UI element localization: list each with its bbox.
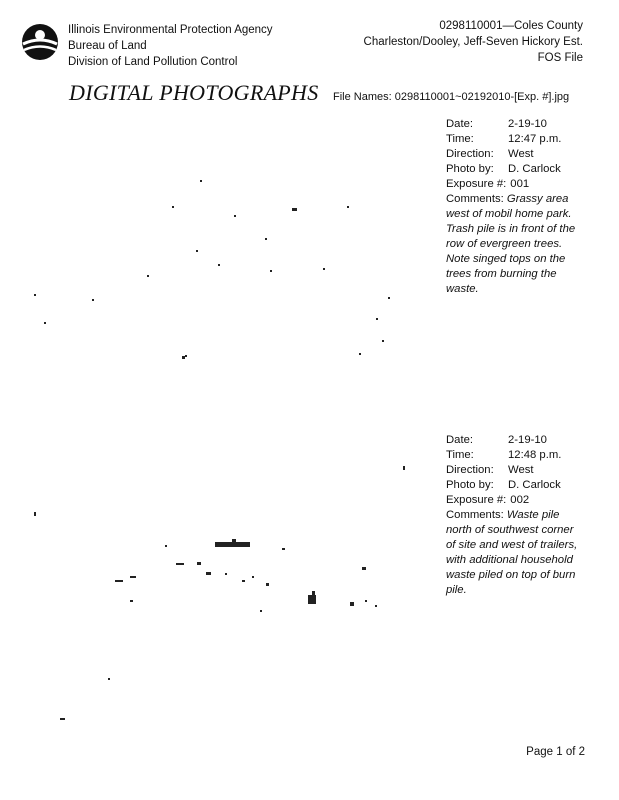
comments: Comments: Waste pile north of southwest corner of site and west of trailers, with additional household waste piled on top of burn pile. bbox=[446, 509, 578, 596]
photo-1-details bbox=[446, 117, 586, 297]
direction-row: Direction: West bbox=[446, 464, 534, 476]
date-row: Date: 2-19-10 bbox=[446, 118, 547, 130]
photo-by-value: D. Carlock bbox=[508, 479, 561, 491]
direction-value: West bbox=[508, 464, 534, 476]
file-id-county: 0298110001—Coles County bbox=[439, 20, 583, 32]
agency-name: Illinois Environmental Protection Agency bbox=[68, 24, 273, 36]
agency-block bbox=[68, 22, 273, 70]
comments-text: Grassy area west of mobil home park. Trash pile is in front of the row of evergreen trees. Note singed tops on the trees from burning the waste. bbox=[446, 193, 576, 295]
photo-by-value: D. Carlock bbox=[508, 163, 561, 175]
date-row: Date: 2-19-10 bbox=[446, 434, 547, 446]
exposure-value: 001 bbox=[510, 178, 530, 190]
photo-1 bbox=[20, 112, 420, 402]
file-names: File Names: 0298110001~02192010-[Exp. #].jpg bbox=[333, 91, 570, 103]
agency-division: Division of Land Pollution Control bbox=[68, 56, 238, 68]
time-value: 12:48 p.m. bbox=[508, 449, 562, 461]
file-info-block bbox=[364, 18, 583, 66]
exposure-row: Exposure #: 002 bbox=[446, 494, 530, 506]
date-value: 2-19-10 bbox=[508, 434, 547, 446]
time-row: Time: 12:47 p.m. bbox=[446, 133, 562, 145]
photo-2-details bbox=[446, 433, 586, 598]
direction-row: Direction: West bbox=[446, 148, 534, 160]
title-row bbox=[69, 80, 569, 106]
time-value: 12:47 p.m. bbox=[508, 133, 562, 145]
file-type: FOS File bbox=[537, 52, 583, 64]
date-value: 2-19-10 bbox=[508, 118, 547, 130]
agency-logo-icon bbox=[20, 22, 60, 62]
exposure-row: Exposure #: 001 bbox=[446, 178, 530, 190]
exposure-value: 002 bbox=[510, 494, 530, 506]
photo-by-row: Photo by: D. Carlock bbox=[446, 479, 561, 491]
time-row: Time: 12:48 p.m. bbox=[446, 449, 562, 461]
photo-2 bbox=[20, 430, 420, 750]
agency-bureau: Bureau of Land bbox=[68, 40, 147, 52]
comments-text: Waste pile north of southwest corner of site and west of trailers, with additional household waste piled on top of burn pile. bbox=[446, 509, 578, 596]
photo-by-row: Photo by: D. Carlock bbox=[446, 163, 561, 175]
site-name: Charleston/Dooley, Jeff-Seven Hickory Est. bbox=[363, 36, 583, 48]
comments: Comments: Grassy area west of mobil home park. Trash pile is in front of the row of evergreen trees. Note singed tops on the trees from burning the waste. bbox=[446, 193, 576, 295]
page-number: Page 1 of 2 bbox=[526, 746, 585, 758]
direction-value: West bbox=[508, 148, 534, 160]
page-title: DIGITAL PHOTOGRAPHS bbox=[69, 80, 319, 105]
